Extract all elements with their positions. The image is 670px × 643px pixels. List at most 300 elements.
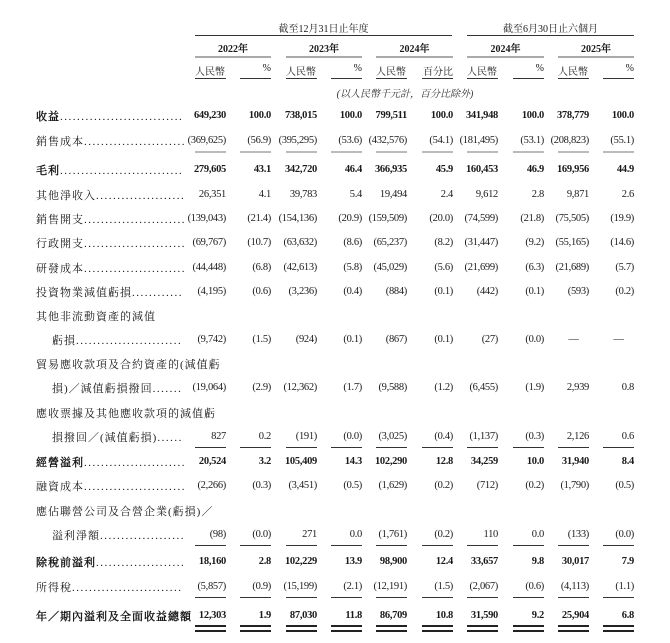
leader-dots: ............ <box>132 287 183 299</box>
subtotal-underline <box>513 447 544 448</box>
subtotal-underline <box>331 447 362 448</box>
row-label-text: 貿易應收款項及合約資產的(減值虧 <box>36 359 221 371</box>
table-cell: (69,767) <box>192 237 226 248</box>
row-label <box>36 187 185 203</box>
table-cell: (55,165) <box>555 237 589 248</box>
subtotal-underline <box>286 447 317 448</box>
table-cell: 0.8 <box>621 382 634 393</box>
table-cell: (432,576) <box>368 135 407 146</box>
table-cell: 34,259 <box>470 456 498 467</box>
table-cell: (2,266) <box>197 480 226 491</box>
table-cell: (19.9) <box>610 213 634 224</box>
leader-dots: .......................... <box>72 582 183 594</box>
table-cell: 9.2 <box>531 610 544 621</box>
table-cell: 100.0 <box>248 110 271 121</box>
table-cell: (1.2) <box>434 382 453 393</box>
table-cell: (65,237) <box>373 237 407 248</box>
row-label <box>36 108 183 124</box>
subtotal-underline <box>513 597 544 598</box>
table-cell: 10.8 <box>435 610 453 621</box>
row-label <box>36 284 183 300</box>
table-cell: (5.6) <box>434 262 453 273</box>
table-cell: 26,351 <box>198 189 226 200</box>
year-header: 2025年 <box>581 44 611 55</box>
table-cell: (15,199) <box>283 581 317 592</box>
subtotal-underline <box>286 597 317 598</box>
table-cell: (0.5) <box>343 480 362 491</box>
table-cell: (2.1) <box>343 581 362 592</box>
year-header: 2023年 <box>309 44 339 55</box>
table-cell: (6,455) <box>469 382 498 393</box>
table-cell: 3.2 <box>258 456 271 467</box>
leader-dots: ........................ <box>84 457 186 469</box>
total-double-underline <box>240 625 271 634</box>
subcolumn-rule <box>376 78 407 79</box>
table-cell: 160,453 <box>465 164 498 175</box>
table-cell: 31,590 <box>470 610 498 621</box>
subtotal-underline <box>286 545 317 546</box>
table-cell: (31,447) <box>464 237 498 248</box>
table-cell: 7.9 <box>621 556 634 567</box>
table-cell: 39,783 <box>289 189 317 200</box>
total-double-underline <box>422 625 453 634</box>
row-label-text: 經營溢利 <box>36 457 84 469</box>
subcolumn-header: 人民幣 <box>467 67 497 78</box>
subtotal-underline <box>331 597 362 598</box>
table-cell: (20.9) <box>338 213 362 224</box>
table-cell: (0.0) <box>252 529 271 540</box>
row-label <box>52 332 182 348</box>
table-cell: (0.3) <box>525 431 544 442</box>
table-cell: (369,625) <box>187 135 226 146</box>
subtotal-underline <box>558 151 589 153</box>
table-cell: (1.5) <box>252 334 271 345</box>
table-cell: (139,043) <box>187 213 226 224</box>
table-cell: 100.0 <box>430 110 453 121</box>
table-cell: (395,295) <box>278 135 317 146</box>
table-cell: (0.6) <box>525 581 544 592</box>
total-double-underline <box>603 625 634 634</box>
subtotal-underline <box>195 447 226 448</box>
row-label-text: 收益 <box>36 111 60 123</box>
subtotal-underline <box>240 447 271 448</box>
table-cell: (3,025) <box>378 431 407 442</box>
table-cell: (924) <box>295 334 317 345</box>
row-label-text: 毛利 <box>36 165 60 177</box>
row-label-text: 所得稅 <box>36 582 72 594</box>
row-label-text: 其他淨收入 <box>36 190 96 202</box>
table-cell: 827 <box>211 431 226 442</box>
leader-dots: ...... <box>157 432 183 444</box>
table-cell: 46.4 <box>344 164 362 175</box>
leader-dots: ......................... <box>76 335 183 347</box>
table-cell: (0.9) <box>252 581 271 592</box>
row-label <box>36 133 186 149</box>
table-cell: (42,613) <box>283 262 317 273</box>
table-cell: 279,605 <box>193 164 226 175</box>
table-cell: (208,823) <box>550 135 589 146</box>
table-cell: (0.2) <box>615 286 634 297</box>
table-cell: (154,136) <box>278 213 317 224</box>
row-label-text: 溢利淨額 <box>52 530 100 542</box>
row-label <box>36 356 221 372</box>
table-cell: 2.8 <box>258 556 271 567</box>
table-cell: 105,409 <box>284 456 317 467</box>
table-cell: 2,126 <box>566 431 589 442</box>
year-rule <box>376 56 453 58</box>
subtotal-underline <box>603 545 634 546</box>
table-cell: (8.6) <box>343 237 362 248</box>
table-cell: 799,511 <box>375 110 407 121</box>
table-cell: (54.1) <box>429 135 453 146</box>
header-annual-rule <box>195 35 452 36</box>
table-cell: (712) <box>476 480 498 491</box>
table-cell: (0.0) <box>615 529 634 540</box>
table-cell: (1.7) <box>343 382 362 393</box>
table-cell: (21,689) <box>555 262 589 273</box>
subtotal-underline <box>195 151 226 153</box>
leader-dots: ..................... <box>96 190 186 202</box>
total-double-underline <box>195 625 226 634</box>
leader-dots: ....... <box>152 383 183 395</box>
table-cell: (5.8) <box>343 262 362 273</box>
leader-dots: ........................ <box>84 481 186 493</box>
year-header: 2024年 <box>490 44 521 55</box>
subcolumn-rule <box>422 78 453 79</box>
table-cell: 649,230 <box>193 110 226 121</box>
table-cell: — <box>568 334 579 345</box>
row-label <box>36 308 156 324</box>
table-cell: (0.1) <box>525 286 544 297</box>
year-rule <box>195 56 271 58</box>
table-cell: (5,857) <box>197 581 226 592</box>
subcolumn-header: 百分比 <box>423 67 453 78</box>
subcolumn-rule <box>286 78 317 79</box>
table-cell: (0.2) <box>434 529 453 540</box>
leader-dots: ........................ <box>84 214 186 226</box>
subtotal-underline <box>467 151 498 153</box>
table-cell: 100.0 <box>611 110 634 121</box>
table-cell: (133) <box>567 529 589 540</box>
total-double-underline <box>331 625 362 634</box>
table-cell: 33,657 <box>470 556 498 567</box>
row-label <box>52 527 185 543</box>
table-cell: (2.9) <box>252 382 271 393</box>
subcolumn-header: 人民幣 <box>195 67 225 78</box>
row-label-text: 行政開支 <box>36 238 84 250</box>
row-label-text: 應收票據及其他應收款項的減值虧 <box>36 408 216 420</box>
table-cell: (1.5) <box>434 581 453 592</box>
table-cell: (0.1) <box>343 334 362 345</box>
row-label-text: 銷售成本 <box>36 136 84 148</box>
row-label-text: 投資物業減值虧損 <box>36 287 132 299</box>
header-annual-group: 截至12月31日止年度 <box>278 24 369 35</box>
table-cell: 44.9 <box>616 164 634 175</box>
row-label <box>36 405 216 421</box>
table-cell: (9,742) <box>197 334 226 345</box>
table-cell: (1.9) <box>525 382 544 393</box>
total-double-underline <box>558 625 589 634</box>
table-cell: 13.9 <box>344 556 362 567</box>
table-cell: (3,236) <box>288 286 317 297</box>
total-double-underline <box>513 625 544 634</box>
subcolumn-rule <box>331 78 362 79</box>
row-label-text: 損)／減值虧損撥回 <box>52 383 153 395</box>
subtotal-underline <box>467 597 498 598</box>
subtotal-underline <box>603 447 634 448</box>
table-cell: (0.4) <box>434 431 453 442</box>
table-cell: (53.1) <box>520 135 544 146</box>
table-cell: (1.1) <box>615 581 634 592</box>
table-cell: 31,940 <box>561 456 589 467</box>
table-cell: (0.5) <box>615 480 634 491</box>
subtotal-underline <box>467 545 498 546</box>
subcolumn-rule <box>467 78 498 79</box>
row-label-text: 應佔聯營公司及合營企業(虧損)／ <box>36 506 214 518</box>
subcolumn-header: 人民幣 <box>376 67 406 78</box>
leader-dots: ........................ <box>84 136 186 148</box>
subcolumn-rule <box>240 78 271 79</box>
table-cell: (12,362) <box>283 382 317 393</box>
subcolumn-header: % <box>262 63 271 74</box>
subcolumn-rule <box>603 78 634 79</box>
leader-dots: ............................. <box>60 111 184 123</box>
table-cell: 0.6 <box>621 431 634 442</box>
subtotal-underline <box>513 151 544 153</box>
table-cell: 378,779 <box>556 110 589 121</box>
subtotal-underline <box>331 151 362 153</box>
table-cell: 169,956 <box>556 164 589 175</box>
table-cell: 341,948 <box>465 110 498 121</box>
table-cell: 738,015 <box>284 110 317 121</box>
subcolumn-rule <box>513 78 544 79</box>
subcolumn-rule <box>195 78 226 79</box>
total-double-underline <box>376 625 407 634</box>
subtotal-underline <box>376 545 407 546</box>
table-cell: (0.2) <box>525 480 544 491</box>
table-cell: 12,303 <box>198 610 226 621</box>
table-cell: (74,599) <box>464 213 498 224</box>
subtotal-underline <box>467 447 498 448</box>
table-cell: (4,195) <box>197 286 226 297</box>
table-cell: 0.0 <box>349 529 362 540</box>
row-label-text: 融資成本 <box>36 481 84 493</box>
table-cell: 102,290 <box>374 456 407 467</box>
table-cell: (0.2) <box>434 480 453 491</box>
leader-dots: ........................ <box>84 238 186 250</box>
table-cell: 6.8 <box>621 610 634 621</box>
table-cell: 11.8 <box>345 610 362 621</box>
row-label-text: 研發成本 <box>36 263 84 275</box>
subtotal-underline <box>558 545 589 546</box>
subcolumn-header: % <box>625 63 634 74</box>
table-cell: 0.2 <box>258 431 271 442</box>
row-label-text: 其他非流動資產的減值 <box>36 311 156 323</box>
table-cell: 25,904 <box>561 610 589 621</box>
table-cell: (0.0) <box>525 334 544 345</box>
table-cell: (9.2) <box>525 237 544 248</box>
table-cell: (0.3) <box>252 480 271 491</box>
leader-dots: .................... <box>100 530 185 542</box>
table-cell: 4.1 <box>258 189 271 200</box>
subcolumn-header: 人民幣 <box>286 67 316 78</box>
table-cell: (21,699) <box>464 262 498 273</box>
row-label <box>36 554 185 570</box>
year-header: 2024年 <box>399 44 430 55</box>
table-cell: 2.6 <box>621 189 634 200</box>
row-label-text: 年／期內溢利及全面收益總額 <box>36 611 192 623</box>
table-cell: 98,900 <box>379 556 407 567</box>
table-cell: — <box>613 334 624 345</box>
subtotal-underline <box>558 447 589 448</box>
subtotal-underline <box>422 545 453 546</box>
table-cell: (55.1) <box>610 135 634 146</box>
table-cell: 9.8 <box>531 556 544 567</box>
row-label <box>36 454 186 470</box>
row-label <box>52 380 182 396</box>
table-cell: (98) <box>209 529 226 540</box>
header-interim-group: 截至6月30日止六個月 <box>503 24 598 35</box>
table-cell: (10.7) <box>247 237 271 248</box>
table-cell: (6.8) <box>252 262 271 273</box>
table-cell: 8.4 <box>621 456 634 467</box>
table-cell: (5.7) <box>615 262 634 273</box>
table-cell: 87,030 <box>289 610 317 621</box>
table-cell: (27) <box>481 334 498 345</box>
subcolumn-rule <box>558 78 589 79</box>
table-cell: 46.9 <box>526 164 544 175</box>
leader-dots: ........................ <box>84 263 186 275</box>
year-rule <box>467 56 544 58</box>
row-label <box>36 260 186 276</box>
table-cell: (0.1) <box>434 286 453 297</box>
table-cell: (21.8) <box>520 213 544 224</box>
table-cell: 100.0 <box>339 110 362 121</box>
table-cell: (159,509) <box>368 213 407 224</box>
row-label <box>36 579 183 595</box>
row-label-text: 損撥回／(減值虧損) <box>52 432 158 444</box>
row-label <box>52 429 183 445</box>
table-cell: 9,871 <box>566 189 589 200</box>
table-cell: 18,160 <box>198 556 226 567</box>
table-cell: (20.0) <box>429 213 453 224</box>
table-cell: (3,451) <box>288 480 317 491</box>
row-label <box>36 235 186 251</box>
table-cell: 5.4 <box>349 189 362 200</box>
table-cell: 102,229 <box>284 556 317 567</box>
table-cell: (44,448) <box>192 262 226 273</box>
table-cell: (1,761) <box>378 529 407 540</box>
table-cell: (181,495) <box>459 135 498 146</box>
year-rule <box>286 56 362 58</box>
subcolumn-header: 人民幣 <box>558 67 588 78</box>
year-rule <box>558 56 634 58</box>
year-header: 2022年 <box>218 44 248 55</box>
table-cell: (884) <box>385 286 407 297</box>
table-cell: (45,029) <box>373 262 407 273</box>
table-cell: 12.8 <box>435 456 453 467</box>
table-cell: (19,064) <box>192 382 226 393</box>
subtotal-underline <box>195 545 226 546</box>
subcolumn-header: % <box>353 63 362 74</box>
row-label <box>36 211 186 227</box>
table-cell: 1.9 <box>258 610 271 621</box>
table-cell: 2.8 <box>531 189 544 200</box>
table-cell: 30,017 <box>561 556 589 567</box>
total-double-underline <box>286 625 317 634</box>
table-cell: (593) <box>567 286 589 297</box>
table-cell: (8.2) <box>434 237 453 248</box>
table-cell: (1,137) <box>469 431 498 442</box>
table-cell: 342,720 <box>284 164 317 175</box>
table-cell: (0.4) <box>343 286 362 297</box>
row-label-text: 除稅前溢利 <box>36 557 96 569</box>
table-cell: 19,494 <box>379 189 407 200</box>
subtotal-underline <box>422 151 453 153</box>
subtotal-underline <box>422 597 453 598</box>
units-note: (以人民幣千元計，百分比除外) <box>336 89 474 100</box>
table-cell: 86,709 <box>379 610 407 621</box>
table-cell: 366,935 <box>374 164 407 175</box>
subtotal-underline <box>331 545 362 546</box>
table-cell: (12,191) <box>373 581 407 592</box>
table-cell: (867) <box>385 334 407 345</box>
table-cell: 9,612 <box>475 189 498 200</box>
row-label <box>36 162 183 178</box>
table-cell: (1,790) <box>560 480 589 491</box>
header-interim-rule <box>467 35 634 36</box>
subtotal-underline <box>376 151 407 153</box>
table-cell: 100.0 <box>521 110 544 121</box>
row-label <box>36 608 192 624</box>
table-cell: (0.6) <box>252 286 271 297</box>
leader-dots: ............................. <box>60 165 184 177</box>
subtotal-underline <box>195 597 226 598</box>
table-cell: (191) <box>295 431 317 442</box>
subcolumn-header: % <box>535 63 544 74</box>
table-cell: 10.0 <box>526 456 544 467</box>
table-cell: (53.6) <box>338 135 362 146</box>
subtotal-underline <box>286 151 317 153</box>
subtotal-underline <box>422 447 453 448</box>
table-cell: (21.4) <box>247 213 271 224</box>
table-cell: (6.3) <box>525 262 544 273</box>
table-cell: 0.0 <box>531 529 544 540</box>
row-label <box>36 503 213 519</box>
leader-dots: ..................... <box>96 557 186 569</box>
subtotal-underline <box>240 151 271 153</box>
subtotal-underline <box>513 545 544 546</box>
table-cell: 12.4 <box>435 556 453 567</box>
subtotal-underline <box>603 151 634 153</box>
table-cell: 43.1 <box>253 164 271 175</box>
subtotal-underline <box>240 597 271 598</box>
table-cell: (4,113) <box>560 581 589 592</box>
subtotal-underline <box>240 545 271 546</box>
table-cell: (2,067) <box>469 581 498 592</box>
row-label-text: 虧損 <box>52 335 76 347</box>
table-cell: 110 <box>483 529 498 540</box>
table-cell: 14.3 <box>344 456 362 467</box>
table-cell: (14.6) <box>610 237 634 248</box>
table-cell: (9,588) <box>378 382 407 393</box>
table-cell: 271 <box>302 529 317 540</box>
table-cell: (56.9) <box>247 135 271 146</box>
row-label-text: 銷售開支 <box>36 214 84 226</box>
table-cell: 45.9 <box>435 164 453 175</box>
table-cell: (0.0) <box>343 431 362 442</box>
table-cell: 2.4 <box>440 189 453 200</box>
